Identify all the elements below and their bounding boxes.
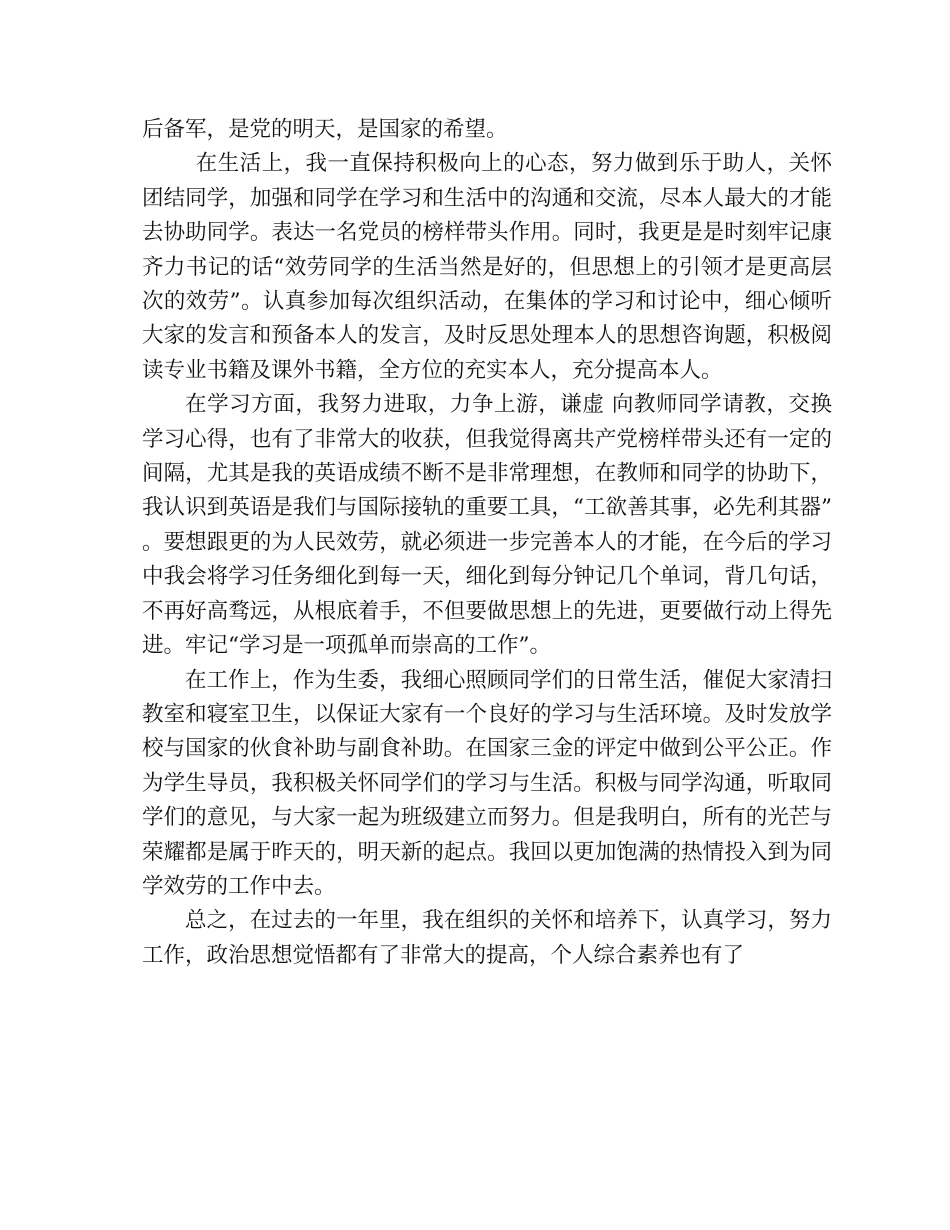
paragraph-work: 在工作上，作为生委，我细心照顾同学们的日常生活，催促大家清扫教室和寝室卫生，以保证大家有一个良好的学习与生活环境。及时发放学校与国家的伙食补助与副食补助。在国家三金的评定中做到公平公正。作为学生导员，我积极关怀同学们的学习与生活。积极与同学沟通，听取同学们的意见，与大家一起为班级建立而努力。但是我明白，所有的光芒与荣耀都是属于昨天的，明天新的起点。我回以更加饱满的热情投入到为同学效劳的工作中去。 [142,667,832,899]
paragraph-continuation: 后备军，是党的明天，是国家的希望。 [142,117,508,142]
paragraph-study: 在学习方面，我努力进取，力争上游，谦虚 向教师同学请教，交换学习心得，也有了非常大的收获，但我觉得离共产党榜样带头还有一定的间隔，尤其是我的英语成绩不断不是非常理想，在教师和同学的协助下，我认识到英语是我们与国际接轨的重要工具，“工欲善其事，必先利其器”。要想跟更的为人民效劳，就必须进一步完善本人的才能，在今后的学习中我会将学习任务细化到每一天，细化到每分钟记几个单词，背几句话，不再好高骛远，从根底着手，不但要做思想上的先进，更要做行动上得先进。牢记“学习是一项孤单而崇高的工作”。 [142,392,832,659]
paragraph-life: 在生活上，我一直保持积极向上的心态，努力做到乐于助人，关怀团结同学，加强和同学在学习和生活中的沟通和交流，尽本人最大的才能去协助同学。表达一名党员的榜样带头作用。同时，我更是是时刻牢记康齐力书记的话“效劳同学的生活当然是好的，但思想上的引领才是更高层次的效劳”。认真参加每次组织活动，在集体的学习和讨论中，细心倾听大家的发言和预备本人的发言，及时反思处理本人的思想咨询题，积极阅读专业书籍及课外书籍，全方位的充实本人，充分提高本人。 [142,151,832,383]
document-body [142,113,832,973]
paragraph-summary: 总之，在过去的一年里，我在组织的关怀和培养下，认真学习，努力工作，政治思想觉悟都有了非常大的提高，个人综合素养也有了 [142,908,832,968]
